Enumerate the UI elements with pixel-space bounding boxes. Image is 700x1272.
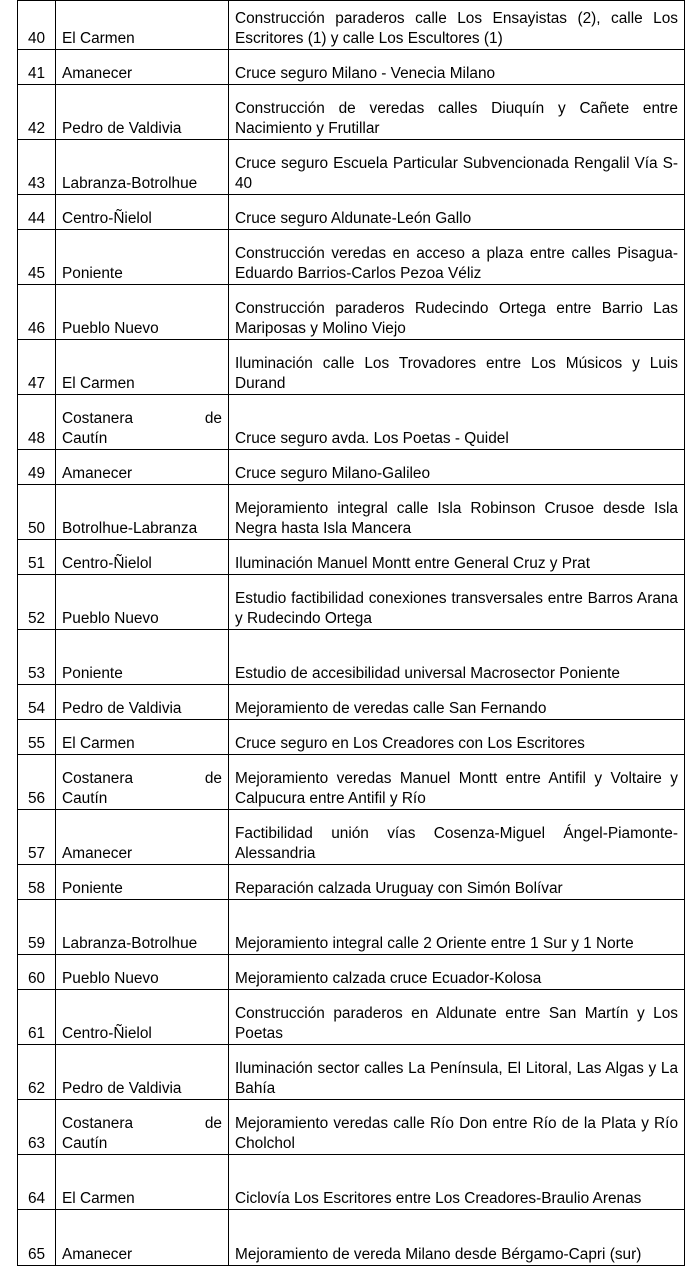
project-cell: Ciclovía Los Escritores entre Los Creadores-Braulio Arenas bbox=[229, 1155, 685, 1210]
sector-word: Cautín bbox=[62, 430, 108, 447]
table-row bbox=[18, 85, 685, 140]
project-cell: Mejoramiento veredas calle Río Don entre Río de la Plata y Río Cholchol bbox=[229, 1100, 685, 1155]
sector-word: Costanera bbox=[62, 1115, 134, 1132]
row-number: 64 bbox=[18, 1155, 56, 1210]
sector-cell bbox=[56, 395, 229, 450]
row-number: 65 bbox=[18, 1210, 56, 1266]
sector-word: Costanera bbox=[62, 770, 134, 787]
sector-cell: Pedro de Valdivia bbox=[56, 85, 229, 140]
row-number: 40 bbox=[18, 1, 56, 50]
row-number: 43 bbox=[18, 140, 56, 195]
project-cell: Mejoramiento de veredas calle San Fernando bbox=[229, 685, 685, 720]
table-row bbox=[18, 1, 685, 50]
project-cell: Reparación calzada Uruguay con Simón Bolívar bbox=[229, 865, 685, 900]
sector-word: de bbox=[204, 410, 222, 427]
row-number: 51 bbox=[18, 540, 56, 575]
sector-word: de bbox=[204, 1115, 222, 1132]
sector-cell: Pedro de Valdivia bbox=[56, 685, 229, 720]
project-cell: Iluminación calle Los Trovadores entre Los Músicos y Luis Durand bbox=[229, 340, 685, 395]
project-cell: Construcción veredas en acceso a plaza entre calles Pisagua-Eduardo Barrios-Carlos Pezoa Véliz bbox=[229, 230, 685, 285]
sector-word: Cautín bbox=[62, 790, 108, 807]
table-row bbox=[18, 450, 685, 485]
sector-cell: Pueblo Nuevo bbox=[56, 285, 229, 340]
row-number: 50 bbox=[18, 485, 56, 540]
table-row bbox=[18, 630, 685, 685]
table-row bbox=[18, 865, 685, 900]
table-row bbox=[18, 140, 685, 195]
row-number: 58 bbox=[18, 865, 56, 900]
sector-cell: Pueblo Nuevo bbox=[56, 955, 229, 990]
row-number: 42 bbox=[18, 85, 56, 140]
row-number: 52 bbox=[18, 575, 56, 630]
row-number: 46 bbox=[18, 285, 56, 340]
table-row bbox=[18, 575, 685, 630]
project-cell: Iluminación Manuel Montt entre General Cruz y Prat bbox=[229, 540, 685, 575]
table-row bbox=[18, 685, 685, 720]
table-row bbox=[18, 395, 685, 450]
project-cell: Mejoramiento calzada cruce Ecuador-Kolosa bbox=[229, 955, 685, 990]
table-row bbox=[18, 1210, 685, 1266]
sector-cell: El Carmen bbox=[56, 340, 229, 395]
sector-cell bbox=[56, 755, 229, 810]
sector-cell: Amanecer bbox=[56, 50, 229, 85]
sector-word: Cautín bbox=[62, 1135, 108, 1152]
row-number: 62 bbox=[18, 1045, 56, 1100]
sector-cell: El Carmen bbox=[56, 1155, 229, 1210]
row-number: 59 bbox=[18, 900, 56, 955]
row-number: 63 bbox=[18, 1100, 56, 1155]
sector-cell: Poniente bbox=[56, 630, 229, 685]
sector-cell: Amanecer bbox=[56, 810, 229, 865]
project-cell: Mejoramiento integral calle Isla Robinson Crusoe desde Isla Negra hasta Isla Mancera bbox=[229, 485, 685, 540]
sector-cell: Poniente bbox=[56, 230, 229, 285]
project-cell: Mejoramiento de vereda Milano desde Bérgamo-Capri (sur) bbox=[229, 1210, 685, 1266]
sector-word: Costanera bbox=[62, 410, 134, 427]
sector-cell: Amanecer bbox=[56, 1210, 229, 1266]
table-row bbox=[18, 285, 685, 340]
table-row bbox=[18, 900, 685, 955]
sector-cell bbox=[56, 1100, 229, 1155]
row-number: 53 bbox=[18, 630, 56, 685]
row-number: 60 bbox=[18, 955, 56, 990]
sector-cell: Amanecer bbox=[56, 450, 229, 485]
row-number: 49 bbox=[18, 450, 56, 485]
project-cell: Construcción paraderos Rudecindo Ortega entre Barrio Las Mariposas y Molino Viejo bbox=[229, 285, 685, 340]
row-number: 61 bbox=[18, 990, 56, 1045]
table-row bbox=[18, 485, 685, 540]
row-number: 57 bbox=[18, 810, 56, 865]
project-cell: Mejoramiento veredas Manuel Montt entre Antifil y Voltaire y Calpucura entre Antifil y Río bbox=[229, 755, 685, 810]
table-row bbox=[18, 340, 685, 395]
sector-cell: Labranza-Botrolhue bbox=[56, 140, 229, 195]
project-cell: Mejoramiento integral calle 2 Oriente entre 1 Sur y 1 Norte bbox=[229, 900, 685, 955]
table-row bbox=[18, 990, 685, 1045]
table-row bbox=[18, 1155, 685, 1210]
sector-word: de bbox=[204, 770, 222, 787]
row-number: 55 bbox=[18, 720, 56, 755]
project-cell: Cruce seguro Milano-Galileo bbox=[229, 450, 685, 485]
sector-cell: Botrolhue-Labranza bbox=[56, 485, 229, 540]
table-row bbox=[18, 955, 685, 990]
table-row bbox=[18, 230, 685, 285]
sector-cell: El Carmen bbox=[56, 1, 229, 50]
table-row bbox=[18, 810, 685, 865]
projects-table bbox=[17, 0, 685, 1266]
row-number: 44 bbox=[18, 195, 56, 230]
sector-cell: Poniente bbox=[56, 865, 229, 900]
row-number: 41 bbox=[18, 50, 56, 85]
table-row bbox=[18, 1100, 685, 1155]
table-row bbox=[18, 720, 685, 755]
project-cell: Estudio de accesibilidad universal Macrosector Poniente bbox=[229, 630, 685, 685]
project-cell: Cruce seguro Aldunate-León Gallo bbox=[229, 195, 685, 230]
project-cell: Iluminación sector calles La Península, El Litoral, Las Algas y La Bahía bbox=[229, 1045, 685, 1100]
project-cell: Construcción paraderos calle Los Ensayistas (2), calle Los Escritores (1) y calle Los Escultores (1) bbox=[229, 1, 685, 50]
row-number: 45 bbox=[18, 230, 56, 285]
row-number: 48 bbox=[18, 395, 56, 450]
table-row bbox=[18, 195, 685, 230]
sector-cell: Centro-Ñielol bbox=[56, 990, 229, 1045]
project-cell: Construcción de veredas calles Diuquín y Cañete entre Nacimiento y Frutillar bbox=[229, 85, 685, 140]
row-number: 47 bbox=[18, 340, 56, 395]
sector-cell: Pedro de Valdivia bbox=[56, 1045, 229, 1100]
project-cell: Estudio factibilidad conexiones transversales entre Barros Arana y Rudecindo Ortega bbox=[229, 575, 685, 630]
project-cell: Cruce seguro en Los Creadores con Los Escritores bbox=[229, 720, 685, 755]
table-row bbox=[18, 540, 685, 575]
sector-cell: Centro-Ñielol bbox=[56, 195, 229, 230]
table-row bbox=[18, 755, 685, 810]
row-number: 56 bbox=[18, 755, 56, 810]
project-cell: Cruce seguro Escuela Particular Subvencionada Rengalil Vía S-40 bbox=[229, 140, 685, 195]
project-cell: Construcción paraderos en Aldunate entre San Martín y Los Poetas bbox=[229, 990, 685, 1045]
sector-cell: El Carmen bbox=[56, 720, 229, 755]
project-cell: Cruce seguro avda. Los Poetas - Quidel bbox=[229, 395, 685, 450]
table-row bbox=[18, 1045, 685, 1100]
sector-cell: Pueblo Nuevo bbox=[56, 575, 229, 630]
project-cell: Cruce seguro Milano - Venecia Milano bbox=[229, 50, 685, 85]
sector-cell: Labranza-Botrolhue bbox=[56, 900, 229, 955]
row-number: 54 bbox=[18, 685, 56, 720]
sector-cell: Centro-Ñielol bbox=[56, 540, 229, 575]
project-cell: Factibilidad unión vías Cosenza-Miguel Ángel-Piamonte-Alessandria bbox=[229, 810, 685, 865]
table-row bbox=[18, 50, 685, 85]
